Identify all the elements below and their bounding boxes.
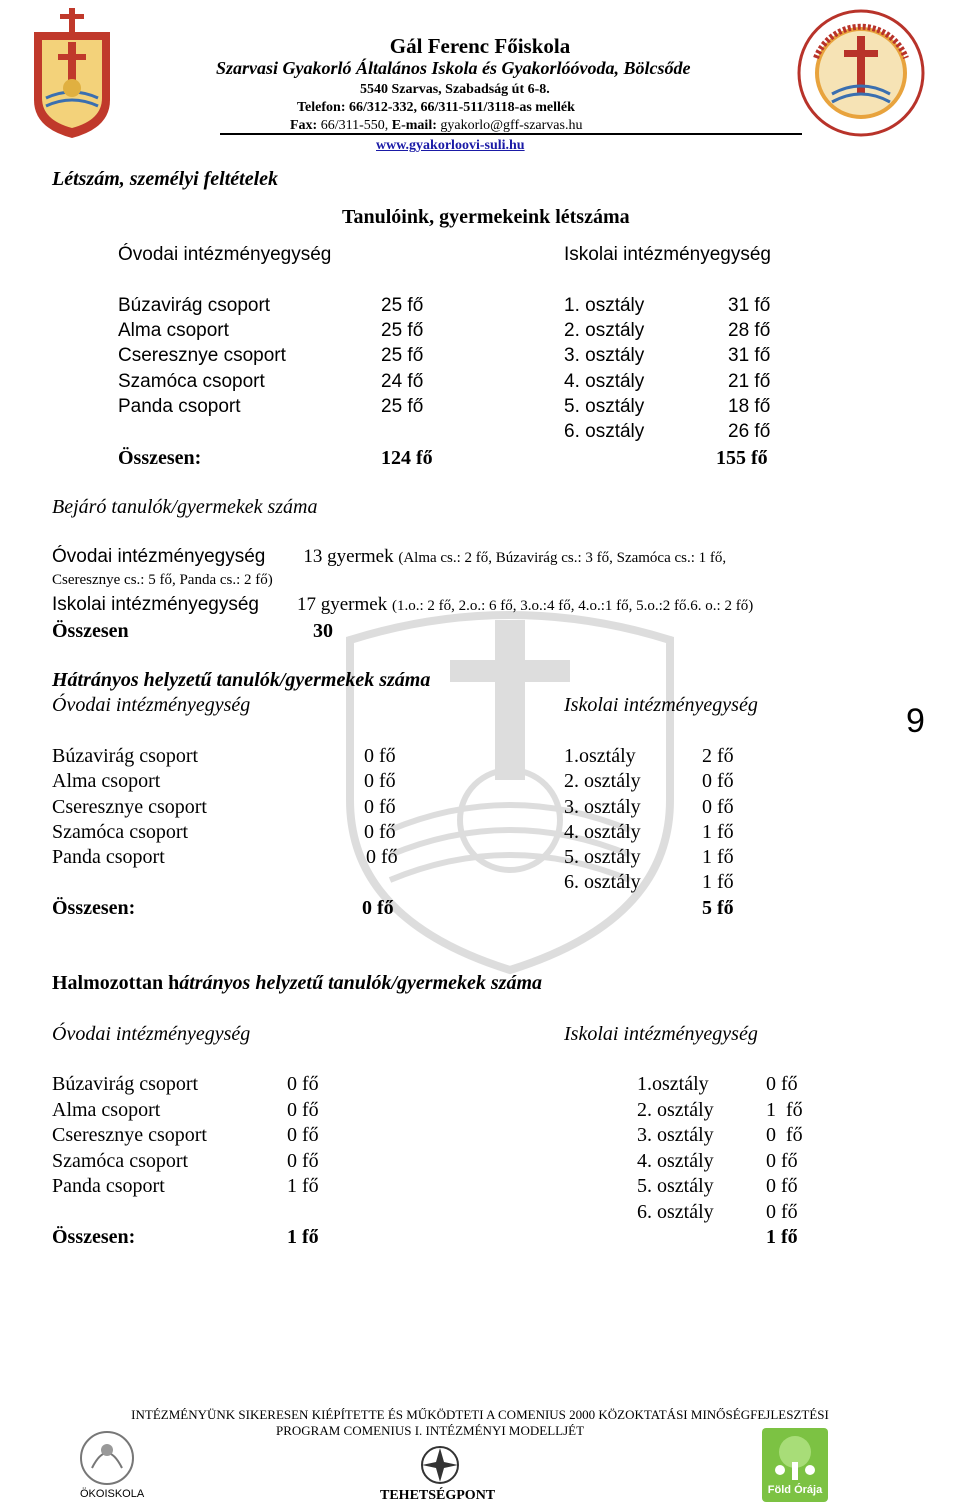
footer-line-1: INTÉZMÉNYÜNK SIKERESEN KIÉPÍTETTE ÉS MŰKÖDTETI A COMENIUS 2000 KÖZOKTATÁSI MINŐSÉGFEJLESZTÉSI [131, 1407, 829, 1422]
list-item-name: Búzavirág csoport [52, 745, 199, 767]
list-item-count: 21 fő [728, 371, 771, 392]
commuters-kinder-row: Óvodai intézményegység 13 gyermek (Alma cs.: 2 fő, Búzavirág cs.: 3 fő, Szamóca cs.: 1 fő, [52, 546, 727, 567]
list-item-count: 0 fő [364, 821, 396, 843]
list-item-count: 18 fő [728, 396, 771, 417]
list-item-name: 4. osztály [564, 371, 645, 392]
list-item-name: 5. osztály [564, 396, 645, 417]
list-item-count: 25 fő [381, 396, 424, 417]
enrollment-title: Tanulóink, gyermekeink létszáma [342, 206, 630, 228]
enrollment-school-header: Iskolai intézményegység [564, 244, 771, 265]
list-item-name: Szamóca csoport [118, 371, 265, 392]
list-item-count: 28 fő [728, 320, 771, 341]
institution-name: Gál Ferenc Főiskola [389, 34, 571, 58]
list-item-name: 4. osztály [564, 821, 641, 843]
list-item-count: 0 fő [766, 1150, 798, 1172]
list-item-name: Szamóca csoport [52, 1150, 189, 1172]
list-item-count: 0 fő [364, 745, 396, 767]
list-item-count: 25 fő [381, 345, 424, 366]
list-item-count: 0 fő [702, 796, 734, 818]
list-item-count: 0 fő [364, 770, 396, 792]
list-item-name: 2. osztály [564, 770, 641, 792]
commuters-kinder-detail: Cseresznye cs.: 5 fő, Panda cs.: 2 fő) [52, 572, 273, 588]
multi-school-total: 1 fő [766, 1226, 798, 1248]
ecoschool-label: ÖKOISKOLA [80, 1488, 145, 1500]
commuters-total: 30 [313, 620, 333, 642]
list-item-name: 5. osztály [637, 1175, 714, 1197]
list-item-name: 2. osztály [637, 1099, 714, 1121]
list-item-name: Panda csoport [52, 846, 165, 868]
enrollment-school-total: 155 fő [716, 447, 768, 469]
list-item-count: 0 fő [766, 1175, 798, 1197]
list-item-count: 1 fő [702, 821, 734, 843]
list-item-count: 0 fő [766, 1201, 798, 1223]
list-item-count: 0 fő [287, 1073, 319, 1095]
enrollment-kinder-header: Óvodai intézményegység [118, 244, 332, 265]
multi-disadvantaged-title: Halmozottan hátrányos helyzetű tanulók/gyermekek száma [52, 972, 543, 994]
list-item-name: Cseresznye csoport [118, 345, 286, 366]
commuters-title: Bejáró tanulók/gyermekek száma [52, 496, 318, 518]
list-item-name: 6. osztály [564, 421, 645, 442]
disadvantaged-school-header: Iskolai intézményegység [564, 694, 758, 716]
list-item-count: 24 fő [381, 371, 424, 392]
list-item-name: Szamóca csoport [52, 821, 189, 843]
list-item-name: Búzavirág csoport [118, 295, 271, 316]
list-item-count: 1 fő [702, 846, 734, 868]
list-item-name: 3. osztály [637, 1124, 714, 1146]
list-item-name: 3. osztály [564, 345, 645, 366]
list-item-name: Panda csoport [52, 1175, 165, 1197]
commuters-total-label: Összesen [52, 620, 129, 642]
header-divider [220, 133, 802, 135]
disadvantaged-school-total: 5 fő [702, 897, 734, 919]
list-item-name: 1.osztály [564, 745, 636, 767]
list-item-count: 0 fő [287, 1099, 319, 1121]
list-item-count: 0 fő [287, 1150, 319, 1172]
ecoschool-logo [72, 1428, 142, 1488]
school-address: 5540 Szarvas, Szabadság út 6-8. [360, 82, 550, 97]
list-item-name: 4. osztály [637, 1150, 714, 1172]
list-item-count: 0 fő [287, 1124, 319, 1146]
list-item-count: 25 fő [381, 295, 424, 316]
school-name: Szarvasi Gyakorló Általános Iskola és Gyakorlóóvoda, Bölcsőde [216, 58, 691, 78]
enrollment-kinder-total: 124 fő [381, 447, 433, 469]
list-item-count: 0 fő [766, 1073, 798, 1095]
list-item-count: 31 fő [728, 345, 771, 366]
list-item-count: 25 fő [381, 320, 424, 341]
enrollment-total-label: Összesen: [118, 447, 202, 469]
list-item-name: Alma csoport [52, 1099, 161, 1121]
disadvantaged-total-label: Összesen: [52, 897, 136, 919]
list-item-name: 6. osztály [564, 871, 641, 893]
list-item-name: 2. osztály [564, 320, 645, 341]
earth-hour-logo [762, 1428, 828, 1502]
page-number: 9 [906, 702, 925, 740]
list-item-name: 6. osztály [637, 1201, 714, 1223]
list-item-name: 1. osztály [564, 295, 645, 316]
disadvantaged-title: Hátrányos helyzetű tanulók/gyermekek száma [52, 669, 431, 691]
list-item-name: 5. osztály [564, 846, 641, 868]
multi-kinder-total: 1 fő [287, 1226, 319, 1248]
school-phone: Telefon: 66/312-332, 66/311-511/3118-as mellék [297, 100, 575, 115]
school-seal-logo [796, 8, 926, 138]
commuters-school-row: Iskolai intézményegység 17 gyermek (1.o.: 2 fő, 2.o.: 6 fő, 3.o.:4 fő, 4.o.:1 fő, 5.o.:2 fő.6. o.: 2 fő) [52, 594, 754, 615]
list-item-name: Cseresznye csoport [52, 1124, 207, 1146]
list-item-count: 2 fő [702, 745, 734, 767]
list-item-count: 26 fő [728, 421, 771, 442]
talent-point-logo [400, 1440, 480, 1490]
list-item-count: 0 fő [702, 770, 734, 792]
multi-total-label: Összesen: [52, 1226, 136, 1248]
list-item-name: Alma csoport [52, 770, 161, 792]
list-item-name: Alma csoport [118, 320, 229, 341]
list-item-count: 0 fő [364, 796, 396, 818]
list-item-count: 0 fő [766, 1124, 803, 1146]
list-item-count: 31 fő [728, 295, 771, 316]
list-item-name: Búzavirág csoport [52, 1073, 199, 1095]
tree-icon [762, 1428, 828, 1486]
college-crest-logo [30, 8, 114, 140]
earth-hour-label: Föld Órája [767, 1484, 823, 1496]
talent-point-label: TEHETSÉGPONT [380, 1488, 496, 1503]
list-item-name: Cseresznye csoport [52, 796, 207, 818]
school-fax-email: Fax: 66/311-550, E-mail: gyakorlo@gff-szarvas.hu [290, 118, 583, 133]
school-website-link[interactable]: www.gyakorloovi-suli.hu [376, 138, 525, 153]
list-item-count: 1 fő [287, 1175, 319, 1197]
list-item-count: 0 fő [366, 846, 398, 868]
list-item-count: 1 fő [702, 871, 734, 893]
list-item-name: 3. osztály [564, 796, 641, 818]
list-item-name: 1.osztály [637, 1073, 709, 1095]
list-item-count: 1 fő [766, 1099, 803, 1121]
multi-school-header: Iskolai intézményegység [564, 1023, 758, 1045]
footer-line-2: PROGRAM COMENIUS I. INTÉZMÉNYI MODELLJÉT [276, 1423, 585, 1438]
disadvantaged-kinder-total: 0 fő [362, 897, 394, 919]
disadvantaged-kinder-header: Óvodai intézményegység [52, 694, 251, 716]
multi-kinder-header: Óvodai intézményegység [52, 1023, 251, 1045]
list-item-name: Panda csoport [118, 396, 241, 417]
section-title: Létszám, személyi feltételek [52, 168, 279, 190]
